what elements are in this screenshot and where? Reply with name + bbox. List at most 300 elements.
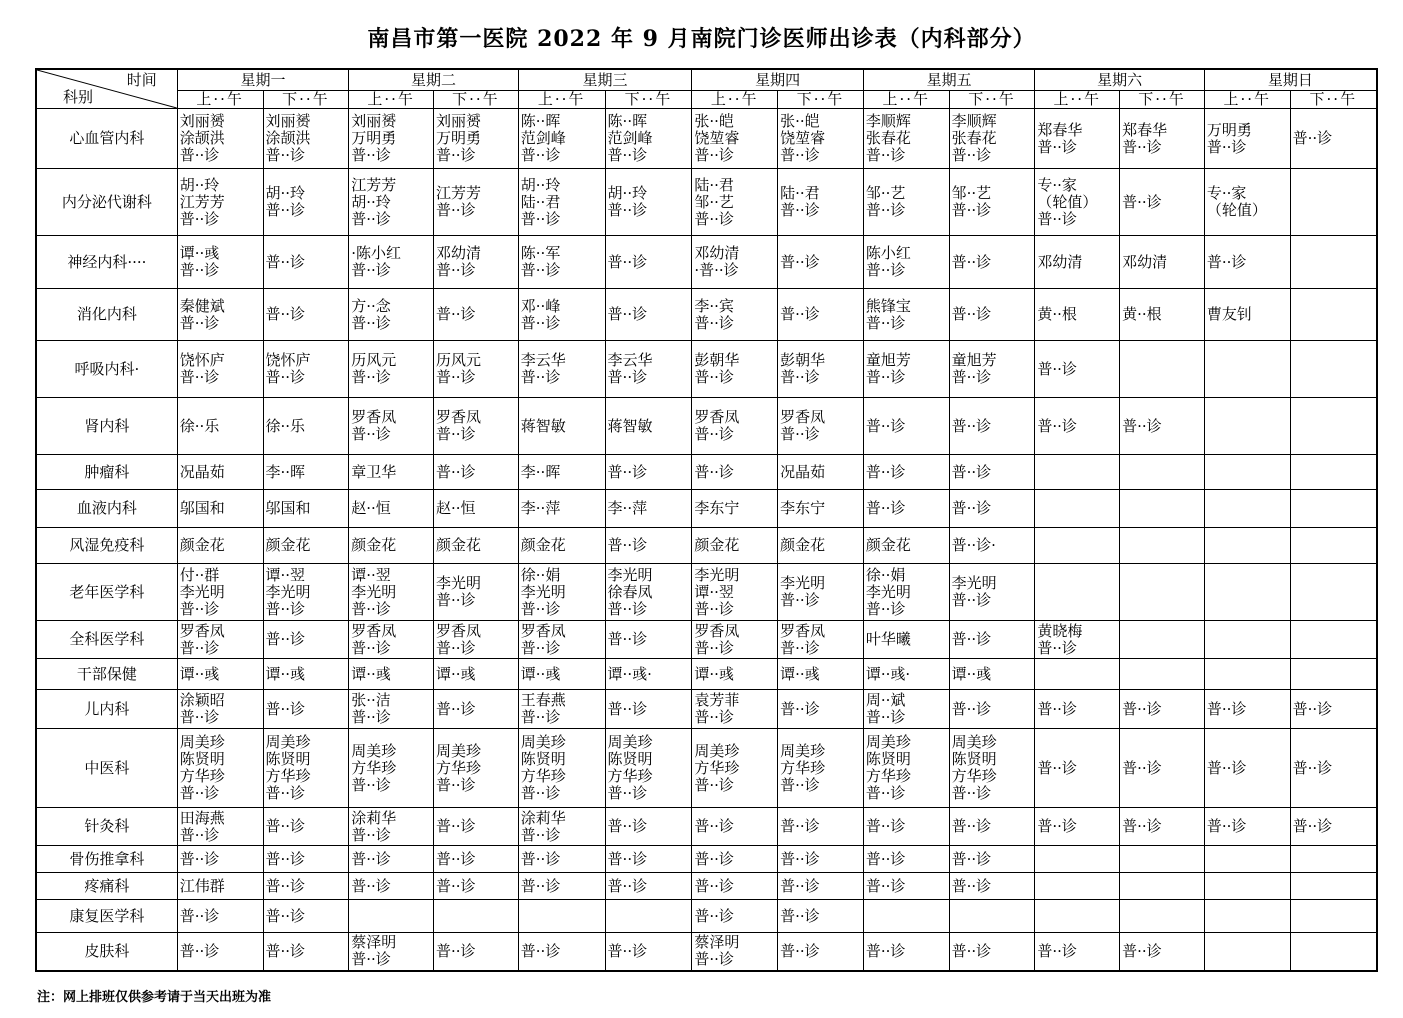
schedule-cell: 饶怀庐 普··诊 — [263, 341, 349, 398]
header-corner — [36, 69, 177, 109]
schedule-cell: 胡··玲 普··诊 — [605, 169, 692, 236]
schedule-cell: 刘丽赟 万明勇 普··诊 — [349, 109, 434, 169]
schedule-cell: 普··诊 — [949, 398, 1035, 455]
department-name: 肾内科 — [36, 398, 177, 455]
schedule-cell — [1290, 933, 1377, 971]
schedule-cell — [1204, 621, 1290, 659]
schedule-cell: 陆··君 邹··艺 普··诊 — [692, 169, 778, 236]
schedule-cell: 普··诊 — [1204, 808, 1290, 846]
schedule-cell: 普··诊 — [605, 846, 692, 873]
schedule-cell: 李光明 普··诊 — [949, 564, 1035, 621]
schedule-cell: 谭··彧 — [349, 659, 434, 690]
schedule-cell: 谭··彧 — [949, 659, 1035, 690]
schedule-cell: 张··皑 饶堃睿 普··诊 — [692, 109, 778, 169]
schedule-cell: 徐··娟 李光明 普··诊 — [863, 564, 949, 621]
schedule-cell — [1120, 341, 1205, 398]
schedule-cell: 颜金花 — [349, 528, 434, 564]
schedule-cell: 普··诊 — [349, 846, 434, 873]
schedule-cell: 颜金花 — [518, 528, 605, 564]
schedule-cell: 普··诊 — [949, 846, 1035, 873]
schedule-cell: 李光明 谭··翌 普··诊 — [692, 564, 778, 621]
schedule-cell: 蔡泽明 普··诊 — [349, 933, 434, 971]
department-name: 风湿免疫科 — [36, 528, 177, 564]
schedule-cell: 罗香凤 普··诊 — [349, 398, 434, 455]
header-days-row — [36, 69, 1377, 91]
schedule-cell — [1204, 528, 1290, 564]
schedule-cell: 普··诊 — [518, 873, 605, 900]
department-name: 干部保健 — [36, 659, 177, 690]
schedule-cell: 胡··玲 陆··君 普··诊 — [518, 169, 605, 236]
schedule-cell: 历风元 普··诊 — [349, 341, 434, 398]
schedule-cell: 普··诊 — [263, 236, 349, 289]
schedule-cell: 李顺辉 张春花 普··诊 — [949, 109, 1035, 169]
schedule-cell: 徐··乐 — [177, 398, 263, 455]
schedule-cell: 黄晓梅 普··诊 — [1035, 621, 1120, 659]
table-row — [36, 109, 1377, 169]
schedule-cell: 叶华曦 — [863, 621, 949, 659]
schedule-cell: 普··诊 — [778, 846, 864, 873]
schedule-cell — [1204, 900, 1290, 933]
schedule-cell: 邹··艺 普··诊 — [949, 169, 1035, 236]
page-title: 南昌市第一医院 2022 年 9 月南院门诊医师出诊表（内科部分） — [367, 26, 1036, 52]
schedule-cell — [1120, 873, 1205, 900]
schedule-cell: 普··诊 — [1204, 729, 1290, 808]
schedule-cell: 周美珍 陈贤明 方华珍 普··诊 — [263, 729, 349, 808]
header-halfday-row — [36, 91, 1377, 109]
schedule-cell: 张··洁 普··诊 — [349, 690, 434, 729]
morning-header: 上··午 — [1204, 91, 1290, 109]
schedule-cell: 普··诊 — [263, 621, 349, 659]
schedule-cell: 李东宁 — [778, 490, 864, 528]
schedule-cell: 刘丽赟 涂颉洪 普··诊 — [263, 109, 349, 169]
schedule-cell: 颜金花 — [263, 528, 349, 564]
schedule-cell: 普··诊 — [949, 933, 1035, 971]
schedule-cell: 李··萍 — [518, 490, 605, 528]
schedule-cell: 章卫华 — [349, 455, 434, 490]
schedule-cell: 饶怀庐 普··诊 — [177, 341, 263, 398]
schedule-cell: 普··诊 — [605, 289, 692, 341]
schedule-cell — [1204, 564, 1290, 621]
schedule-cell: 普··诊 — [949, 236, 1035, 289]
schedule-cell: 普··诊 — [692, 808, 778, 846]
schedule-cell: 陈小红 普··诊 — [863, 236, 949, 289]
schedule-cell: 普··诊 — [778, 873, 864, 900]
afternoon-header: 下··午 — [605, 91, 692, 109]
schedule-cell: 周美珍 方华珍 普··诊 — [349, 729, 434, 808]
schedule-cell — [1035, 873, 1120, 900]
table-row — [36, 873, 1377, 900]
table-row — [36, 341, 1377, 398]
schedule-cell: 陈··军 普··诊 — [518, 236, 605, 289]
morning-header: 上··午 — [349, 91, 434, 109]
table-row — [36, 808, 1377, 846]
schedule-cell: 普··诊 — [434, 808, 519, 846]
schedule-cell: 周美珍 方华珍 普··诊 — [778, 729, 864, 808]
schedule-cell: 普··诊 — [1120, 729, 1205, 808]
afternoon-header: 下··午 — [434, 91, 519, 109]
afternoon-header: 下··午 — [949, 91, 1035, 109]
time-label: 时间 — [126, 71, 157, 89]
schedule-cell: 专··家 （轮值） 普··诊 — [1035, 169, 1120, 236]
schedule-cell: 普··诊 — [1290, 808, 1377, 846]
schedule-cell: 普··诊 — [1120, 690, 1205, 729]
schedule-cell: 普··诊 — [518, 846, 605, 873]
morning-header: 上··午 — [177, 91, 263, 109]
schedule-cell: 普··诊 — [1035, 690, 1120, 729]
schedule-cell — [1120, 846, 1205, 873]
department-name: 全科医学科 — [36, 621, 177, 659]
schedule-cell — [1290, 169, 1377, 236]
schedule-cell: 普··诊 — [1290, 109, 1377, 169]
schedule-cell: 黄··根 — [1120, 289, 1205, 341]
schedule-cell — [1290, 564, 1377, 621]
schedule-cell — [1290, 528, 1377, 564]
table-row — [36, 690, 1377, 729]
schedule-cell: 普··诊 — [518, 933, 605, 971]
schedule-cell: 陈··晖 范剑峰 普··诊 — [518, 109, 605, 169]
schedule-cell: 涂莉华 普··诊 — [518, 808, 605, 846]
afternoon-header: 下··午 — [263, 91, 349, 109]
schedule-cell: 普··诊 — [263, 933, 349, 971]
schedule-cell: 普··诊 — [263, 289, 349, 341]
schedule-cell: 童旭芳 普··诊 — [863, 341, 949, 398]
schedule-cell: 邓··峰 普··诊 — [518, 289, 605, 341]
schedule-cell — [1204, 873, 1290, 900]
schedule-cell: 普··诊 — [949, 690, 1035, 729]
table-row — [36, 729, 1377, 808]
schedule-cell: 普··诊 — [434, 455, 519, 490]
schedule-cell: 颜金花 — [692, 528, 778, 564]
schedule-cell — [1035, 455, 1120, 490]
schedule-cell: 李··萍 — [605, 490, 692, 528]
schedule-cell — [1035, 846, 1120, 873]
schedule-cell — [1120, 659, 1205, 690]
schedule-cell: 李东宁 — [692, 490, 778, 528]
schedule-cell: 邓幼清 ·普··诊 — [692, 236, 778, 289]
table-row — [36, 933, 1377, 971]
schedule-cell: 普··诊 — [949, 873, 1035, 900]
table-row — [36, 289, 1377, 341]
schedule-cell: 周美珍 方华珍 普··诊 — [434, 729, 519, 808]
schedule-cell: 罗香凤 普··诊 — [778, 398, 864, 455]
day-header: 星期二 — [349, 69, 519, 91]
schedule-cell: 李··宾 普··诊 — [692, 289, 778, 341]
schedule-cell: 普··诊 — [605, 621, 692, 659]
schedule-cell: 谭··彧 — [177, 659, 263, 690]
schedule-cell — [1204, 341, 1290, 398]
department-name: 骨伤推拿科 — [36, 846, 177, 873]
schedule-cell: 普··诊 — [605, 455, 692, 490]
schedule-cell: 普··诊 — [863, 808, 949, 846]
schedule-cell: 谭··彧 — [778, 659, 864, 690]
schedule-cell: 徐··娟 李光明 普··诊 — [518, 564, 605, 621]
schedule-cell: 蒋智敏 — [605, 398, 692, 455]
schedule-cell: 童旭芳 普··诊 — [949, 341, 1035, 398]
schedule-cell: 熊锋宝 普··诊 — [863, 289, 949, 341]
schedule-cell: 专··家 （轮值） — [1204, 169, 1290, 236]
schedule-cell — [1290, 236, 1377, 289]
table-row — [36, 621, 1377, 659]
schedule-cell: 李云华 普··诊 — [605, 341, 692, 398]
schedule-cell — [1120, 900, 1205, 933]
schedule-cell: 普··诊 — [1035, 933, 1120, 971]
schedule-cell: 赵··恒 — [349, 490, 434, 528]
schedule-cell — [1204, 659, 1290, 690]
schedule-cell: 黄··根 — [1035, 289, 1120, 341]
schedule-cell: 陆··君 普··诊 — [778, 169, 864, 236]
schedule-cell: 颜金花 — [778, 528, 864, 564]
schedule-cell: 罗香凤 普··诊 — [692, 398, 778, 455]
schedule-cell — [1204, 455, 1290, 490]
schedule-cell: 普··诊 — [605, 528, 692, 564]
schedule-cell: 普··诊 — [605, 808, 692, 846]
schedule-cell: 江伟群 — [177, 873, 263, 900]
schedule-cell: 普··诊 — [692, 873, 778, 900]
schedule-body — [36, 109, 1377, 971]
table-row — [36, 236, 1377, 289]
schedule-cell: 普··诊 — [863, 398, 949, 455]
schedule-cell: 邓幼清 — [1035, 236, 1120, 289]
schedule-cell: 普··诊 — [434, 846, 519, 873]
schedule-cell — [1204, 933, 1290, 971]
schedule-cell: 颜金花 — [177, 528, 263, 564]
schedule-cell — [1290, 289, 1377, 341]
schedule-cell: 普··诊 — [949, 621, 1035, 659]
schedule-cell: 谭··彧 普··诊 — [177, 236, 263, 289]
schedule-cell — [1290, 398, 1377, 455]
schedule-cell: 涂莉华 普··诊 — [349, 808, 434, 846]
day-header: 星期四 — [692, 69, 864, 91]
schedule-cell: 普··诊 — [1290, 690, 1377, 729]
schedule-cell: 谭··彧 — [263, 659, 349, 690]
schedule-cell: 陈··晖 范剑峰 普··诊 — [605, 109, 692, 169]
schedule-cell — [949, 900, 1035, 933]
schedule-cell: 普··诊 — [863, 846, 949, 873]
schedule-cell: 罗香凤 普··诊 — [778, 621, 864, 659]
footnote: 注：网上排班仅供参考请于当天出班为准 — [37, 990, 272, 1005]
department-name: 皮肤科 — [36, 933, 177, 971]
schedule-cell — [1035, 659, 1120, 690]
schedule-cell: 江芳芳 胡··玲 普··诊 — [349, 169, 434, 236]
schedule-cell: 普··诊 — [863, 873, 949, 900]
table-row — [36, 659, 1377, 690]
schedule-cell: 李光明 普··诊 — [778, 564, 864, 621]
schedule-cell — [1204, 846, 1290, 873]
schedule-cell: 历风元 普··诊 — [434, 341, 519, 398]
morning-header: 上··午 — [518, 91, 605, 109]
schedule-cell: 秦健斌 普··诊 — [177, 289, 263, 341]
schedule-cell: 袁芳菲 普··诊 — [692, 690, 778, 729]
schedule-cell: 普··诊 — [177, 900, 263, 933]
table-row — [36, 900, 1377, 933]
table-row — [36, 490, 1377, 528]
schedule-cell: 普··诊 — [949, 808, 1035, 846]
schedule-cell: 普··诊 — [263, 900, 349, 933]
table-row — [36, 455, 1377, 490]
department-name: 康复医学科 — [36, 900, 177, 933]
schedule-cell: 徐··乐 — [263, 398, 349, 455]
schedule-cell: 况晶茹 — [177, 455, 263, 490]
schedule-cell: 罗香凤 普··诊 — [434, 398, 519, 455]
schedule-cell: 罗香凤 普··诊 — [518, 621, 605, 659]
schedule-cell: 田海燕 普··诊 — [177, 808, 263, 846]
table-row — [36, 528, 1377, 564]
schedule-cell — [1204, 490, 1290, 528]
schedule-cell — [1290, 873, 1377, 900]
schedule-cell: 普··诊 — [605, 933, 692, 971]
schedule-cell: 涂颖昭 普··诊 — [177, 690, 263, 729]
schedule-cell: 李··晖 — [263, 455, 349, 490]
day-header: 星期五 — [863, 69, 1035, 91]
schedule-cell: 邬国和 — [263, 490, 349, 528]
schedule-cell — [434, 900, 519, 933]
schedule-cell: 普··诊 — [263, 873, 349, 900]
department-name: 中医科 — [36, 729, 177, 808]
schedule-cell — [605, 900, 692, 933]
schedule-cell: 普··诊 — [778, 289, 864, 341]
department-name: 心血管内科 — [36, 109, 177, 169]
schedule-cell — [1035, 900, 1120, 933]
schedule-cell: 普··诊 — [177, 846, 263, 873]
schedule-cell: 邬国和 — [177, 490, 263, 528]
schedule-cell: 蔡泽明 普··诊 — [692, 933, 778, 971]
schedule-cell: 郑春华 普··诊 — [1120, 109, 1205, 169]
schedule-cell — [518, 900, 605, 933]
day-header: 星期三 — [518, 69, 692, 91]
morning-header: 上··午 — [1035, 91, 1120, 109]
schedule-cell — [1204, 398, 1290, 455]
afternoon-header: 下··午 — [1120, 91, 1205, 109]
schedule-cell — [1290, 341, 1377, 398]
schedule-cell — [1290, 659, 1377, 690]
schedule-cell — [1290, 621, 1377, 659]
schedule-cell — [1290, 490, 1377, 528]
schedule-cell: 普··诊· — [949, 528, 1035, 564]
schedule-cell: 李光明 徐春凤 普··诊 — [605, 564, 692, 621]
schedule-cell: 刘丽赟 万明勇 普··诊 — [434, 109, 519, 169]
schedule-cell — [1035, 490, 1120, 528]
schedule-cell: 周··斌 普··诊 — [863, 690, 949, 729]
schedule-cell: 况晶茹 — [778, 455, 864, 490]
schedule-cell: 万明勇 普··诊 — [1204, 109, 1290, 169]
schedule-cell: 普··诊 — [177, 933, 263, 971]
schedule-cell: 胡··玲 普··诊 — [263, 169, 349, 236]
schedule-cell: 普··诊 — [949, 289, 1035, 341]
schedule-cell: 李顺辉 张春花 普··诊 — [863, 109, 949, 169]
schedule-cell: 普··诊 — [949, 490, 1035, 528]
schedule-cell: 周美珍 陈贤明 方华珍 普··诊 — [863, 729, 949, 808]
schedule-cell — [1120, 528, 1205, 564]
schedule-cell: 普··诊 — [778, 933, 864, 971]
table-row — [36, 846, 1377, 873]
schedule-cell: 普··诊 — [863, 455, 949, 490]
schedule-cell: 蒋智敏 — [518, 398, 605, 455]
schedule-cell: 彭朝华 普··诊 — [692, 341, 778, 398]
schedule-cell: 普··诊 — [434, 933, 519, 971]
table-row — [36, 398, 1377, 455]
schedule-cell: 普··诊 — [692, 900, 778, 933]
schedule-cell: 罗香凤 普··诊 — [434, 621, 519, 659]
schedule-cell: 刘丽赟 涂颉洪 普··诊 — [177, 109, 263, 169]
schedule-cell: 普··诊 — [263, 690, 349, 729]
dept-label: 科别 — [63, 88, 94, 106]
schedule-cell — [1120, 564, 1205, 621]
schedule-cell: 颜金花 — [434, 528, 519, 564]
day-header: 星期一 — [177, 69, 349, 91]
schedule-cell: 谭··彧· — [863, 659, 949, 690]
schedule-cell: 普··诊 — [1035, 398, 1120, 455]
department-name: 血液内科 — [36, 490, 177, 528]
schedule-cell: 普··诊 — [1035, 729, 1120, 808]
schedule-cell: 谭··翌 李光明 普··诊 — [263, 564, 349, 621]
schedule-cell — [1035, 564, 1120, 621]
schedule-cell: 张··皑 饶堃睿 普··诊 — [778, 109, 864, 169]
schedule-cell: 普··诊 — [1035, 808, 1120, 846]
schedule-cell: 普··诊 — [949, 455, 1035, 490]
schedule-cell: 普··诊 — [263, 808, 349, 846]
table-row — [36, 564, 1377, 621]
schedule-cell: 普··诊 — [349, 873, 434, 900]
schedule-cell: 谭··翌 李光明 普··诊 — [349, 564, 434, 621]
schedule-cell: 普··诊 — [778, 808, 864, 846]
schedule-cell — [1290, 846, 1377, 873]
schedule-cell: 普··诊 — [1120, 398, 1205, 455]
department-name: 疼痛科 — [36, 873, 177, 900]
schedule-cell: 邹··艺 普··诊 — [863, 169, 949, 236]
department-name: 肿瘤科 — [36, 455, 177, 490]
schedule-cell — [1120, 455, 1205, 490]
department-name: 内分泌代谢科 — [36, 169, 177, 236]
schedule-cell — [349, 900, 434, 933]
schedule-cell: 周美珍 陈贤明 方华珍 普··诊 — [949, 729, 1035, 808]
schedule-cell: 李光明 普··诊 — [434, 564, 519, 621]
schedule-cell: 周美珍 方华珍 普··诊 — [692, 729, 778, 808]
schedule-cell: 普··诊 — [778, 236, 864, 289]
department-name: 呼吸内科· — [36, 341, 177, 398]
schedule-cell: 王春燕 普··诊 — [518, 690, 605, 729]
schedule-cell: 普··诊 — [1290, 729, 1377, 808]
schedule-cell: 付··群 李光明 普··诊 — [177, 564, 263, 621]
schedule-cell: 普··诊 — [1120, 169, 1205, 236]
schedule-cell: 普··诊 — [1204, 690, 1290, 729]
schedule-cell: 普··诊 — [692, 455, 778, 490]
schedule-cell: 谭··彧 — [434, 659, 519, 690]
day-header: 星期六 — [1035, 69, 1205, 91]
schedule-cell: 周美珍 陈贤明 方华珍 普··诊 — [605, 729, 692, 808]
schedule-cell — [1035, 528, 1120, 564]
schedule-cell: 郑春华 普··诊 — [1035, 109, 1120, 169]
schedule-cell: 普··诊 — [778, 690, 864, 729]
morning-header: 上··午 — [863, 91, 949, 109]
schedule-cell: 曹友钊 — [1204, 289, 1290, 341]
schedule-cell: 普··诊 — [692, 846, 778, 873]
day-header: 星期日 — [1204, 69, 1377, 91]
schedule-cell: 方··念 普··诊 — [349, 289, 434, 341]
schedule-cell: 胡··玲 江芳芳 普··诊 — [177, 169, 263, 236]
schedule-cell: 周美珍 陈贤明 方华珍 普··诊 — [518, 729, 605, 808]
schedule-cell — [1290, 900, 1377, 933]
department-name: 神经内科···· — [36, 236, 177, 289]
schedule-cell: 普··诊 — [863, 490, 949, 528]
morning-header: 上··午 — [692, 91, 778, 109]
schedule-cell: 李云华 普··诊 — [518, 341, 605, 398]
schedule-cell — [1290, 455, 1377, 490]
schedule-cell: 普··诊 — [605, 873, 692, 900]
schedule-cell: 邓幼清 — [1120, 236, 1205, 289]
schedule-cell: 谭··彧· — [605, 659, 692, 690]
schedule-cell: 赵··恒 — [434, 490, 519, 528]
schedule-cell: 普··诊 — [434, 690, 519, 729]
